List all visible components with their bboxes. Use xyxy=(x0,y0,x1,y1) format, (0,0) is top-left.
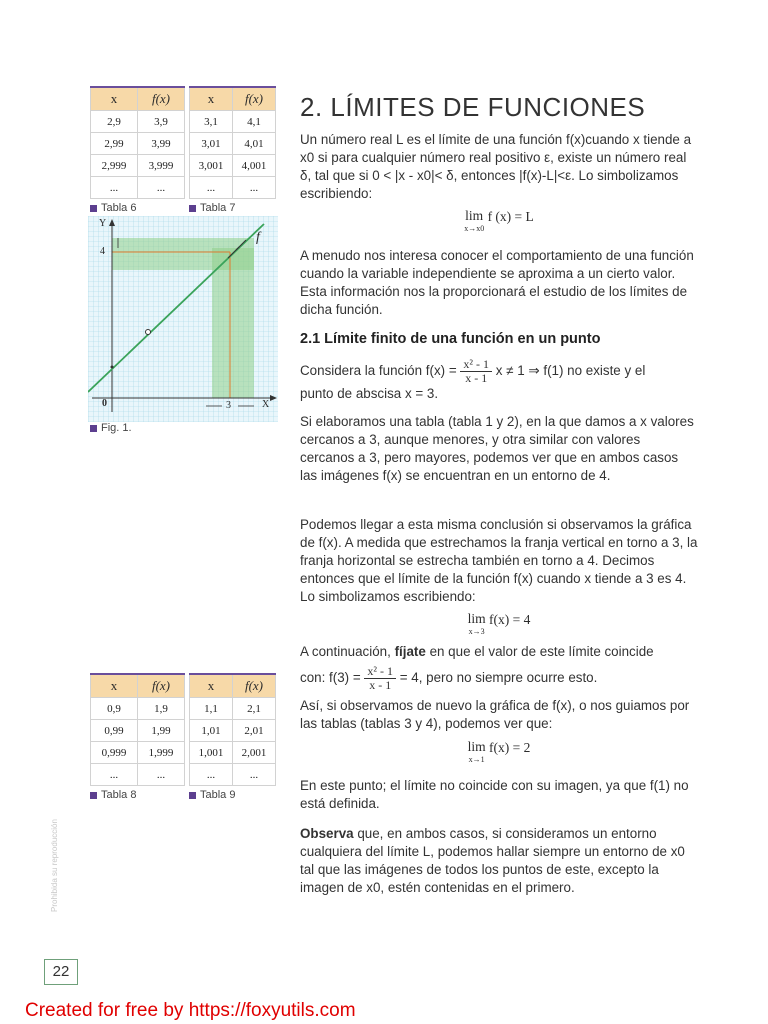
text-line xyxy=(300,665,698,692)
point-paragraph: En este punto; el límite no coincide con su imagen, ya que f(1) no está definida. xyxy=(300,778,689,811)
table-header-fx: f(x) xyxy=(233,674,276,698)
table-cell: 1,999 xyxy=(138,742,185,764)
table-cell: 3,9 xyxy=(138,111,185,133)
table-6 xyxy=(90,86,185,214)
fraction-numerator: x² - 1 xyxy=(460,358,492,372)
table-cell: 3,1 xyxy=(190,111,233,133)
table-cell: ... xyxy=(91,177,138,199)
y-intercept-point xyxy=(111,366,114,369)
table-row xyxy=(190,177,276,199)
text-span: en que el valor de este límite coincide xyxy=(429,644,654,659)
again-paragraph: Así, si observamos de nuevo la gráfica de f(x), o nos guiamos por las tablas (tablas 3 y 4), podemos ver que: xyxy=(300,698,690,731)
y-tick-label: 4 xyxy=(100,246,105,257)
tables-paragraph: Si elaboramos una tabla (tabla 1 y 2), en la que damos a x valores cercanos a 3, aunque menores, y otra similar con valores cercanos a 3, pero mayores, podemos ver que en ambos casos las imágenes f(x) se encuentran en un entorno de 4. xyxy=(300,414,694,483)
table-cell: 0,999 xyxy=(91,742,138,764)
table-8 xyxy=(90,673,185,801)
table-cell: 1,1 xyxy=(190,698,233,720)
table-cell: 4,01 xyxy=(233,133,276,155)
lim-subscript: x→3 xyxy=(468,627,485,636)
caption-text: Tabla 7 xyxy=(200,202,236,214)
table-row xyxy=(91,155,185,177)
caption-text: Tabla 9 xyxy=(200,789,236,801)
table-row xyxy=(190,111,276,133)
lim-subscript: x→1 xyxy=(468,755,485,764)
table-cell: ... xyxy=(233,764,276,786)
caption-marker-icon xyxy=(189,792,196,799)
limit-formula-2 xyxy=(300,612,698,638)
text-span: que, en ambos casos, si consideramos un entorno cualquiera del límite L, podemos hallar siempre un entorno de x0 tal que las imágenes de todos los puntos de este, excepto la imagen de x0, estén contenidas en el primero. xyxy=(300,826,685,895)
lim-operator: lim x→1 xyxy=(467,739,486,764)
table-row xyxy=(91,111,185,133)
text-line: punto de abscisa x = 3. xyxy=(300,386,439,401)
page-number: 22 xyxy=(44,959,78,985)
table-header-fx: f(x) xyxy=(138,87,185,111)
table-caption xyxy=(90,789,185,801)
copyright-side-note: Prohibida su reproducción xyxy=(50,819,59,912)
table-caption xyxy=(189,789,276,801)
hole-point xyxy=(146,330,151,335)
lim-operator: lim x→x0 xyxy=(464,208,485,233)
table-header-x: x xyxy=(91,87,138,111)
origin-label: 0 xyxy=(102,398,107,409)
text-span: = 4, pero no siempre ocurre esto. xyxy=(399,670,598,686)
x-tick-label: 3 xyxy=(226,400,231,411)
table-cell: 1,99 xyxy=(138,720,185,742)
table-cell: 3,99 xyxy=(138,133,185,155)
table-caption xyxy=(189,202,276,214)
table-cell: 2,99 xyxy=(91,133,138,155)
table-row xyxy=(91,764,185,786)
table-header-x: x xyxy=(190,87,233,111)
caption-text: Tabla 8 xyxy=(101,789,137,801)
table-cell: 2,999 xyxy=(91,155,138,177)
table-header-fx: f(x) xyxy=(138,674,185,698)
value-table xyxy=(90,86,185,199)
table-cell: 2,9 xyxy=(91,111,138,133)
table-cell: ... xyxy=(190,177,233,199)
table-cell: 2,001 xyxy=(233,742,276,764)
lim-expression: f (x) = L xyxy=(487,209,534,224)
vertical-band xyxy=(212,248,254,398)
figure-caption xyxy=(90,422,132,434)
table-header-x: x xyxy=(91,674,138,698)
section-title: 2. LÍMITES DE FUNCIONES xyxy=(300,92,646,122)
limit-formula-3 xyxy=(300,740,698,766)
caption-text: Fig. 1. xyxy=(101,422,132,434)
table-cell: 3,999 xyxy=(138,155,185,177)
table-cell: ... xyxy=(91,764,138,786)
table-cell: ... xyxy=(190,764,233,786)
graph-paragraph: Podemos llegar a esta misma conclusión si observamos la gráfica de f(x). A medida que estrechamos la franja vertical en torno a 3, la franja horizontal se estrecha también en torno a 4. Decimos entonces que el límite de la función f(x) cuando x tiende a 3 es 4. Lo simbolizamos escribiendo: xyxy=(300,517,698,604)
fraction xyxy=(364,665,396,692)
emphasis-text: fíjate xyxy=(394,644,426,659)
lim-expression: f(x) = 2 xyxy=(489,740,531,755)
graph xyxy=(88,216,278,422)
table-header-fx: f(x) xyxy=(233,87,276,111)
fraction-denominator: x - 1 xyxy=(465,371,488,385)
fraction-denominator: x - 1 xyxy=(369,678,392,692)
table-row xyxy=(91,133,185,155)
subsection-title: 2.1 Límite finito de una función en un punto xyxy=(300,331,601,347)
table-cell: ... xyxy=(138,177,185,199)
table-cell: 3,01 xyxy=(190,133,233,155)
intro-paragraph: A menudo nos interesa conocer el comportamiento de una función cuando la variable independiente se aproxima a un cierto valor. Esta información nos la proporcionará el estudio de los límites de dicha función. xyxy=(300,248,694,317)
table-cell: 0,99 xyxy=(91,720,138,742)
table-row xyxy=(190,698,276,720)
x-axis-label: X xyxy=(262,399,270,410)
text-span: A continuación, xyxy=(300,644,391,659)
table-7 xyxy=(189,86,276,214)
table-row xyxy=(190,155,276,177)
table-row xyxy=(190,720,276,742)
observe-paragraph xyxy=(300,825,698,897)
figure-1 xyxy=(88,216,278,422)
table-row xyxy=(190,742,276,764)
y-axis-label: Y xyxy=(99,218,107,229)
table-header-x: x xyxy=(190,674,233,698)
fraction xyxy=(460,358,492,385)
table-cell: ... xyxy=(138,764,185,786)
table-cell: 3,001 xyxy=(190,155,233,177)
table-row xyxy=(91,698,185,720)
footer-watermark: Created for free by https://foxyutils.com xyxy=(25,1000,356,1021)
table-9 xyxy=(189,673,276,801)
table-cell: ... xyxy=(233,177,276,199)
caption-marker-icon xyxy=(90,425,97,432)
table-row xyxy=(91,742,185,764)
lim-operator: lim x→3 xyxy=(467,611,486,636)
caption-marker-icon xyxy=(189,205,196,212)
limit-formula-1 xyxy=(300,209,698,235)
value-table xyxy=(189,673,276,786)
lim-expression: f(x) = 4 xyxy=(489,612,531,627)
note-paragraph xyxy=(300,643,698,692)
caption-text: Tabla 6 xyxy=(101,202,137,214)
table-cell: 1,9 xyxy=(138,698,185,720)
table-row xyxy=(190,133,276,155)
table-row xyxy=(190,764,276,786)
text-span: x ≠ 1 ⇒ f(1) no existe y el xyxy=(495,363,646,379)
table-caption xyxy=(90,202,185,214)
definition-paragraph: Un número real L es el límite de una función f(x)cuando x tiende a x0 si para cualquier número real positivo ε, existe un número real δ, tal que si 0 < |x - x0|< δ, entonces |f(x)-L|<ε. Lo simbolizamos escribiendo: xyxy=(300,132,692,201)
table-cell: 0,9 xyxy=(91,698,138,720)
caption-marker-icon xyxy=(90,792,97,799)
table-cell: 1,01 xyxy=(190,720,233,742)
table-cell: 2,1 xyxy=(233,698,276,720)
emphasis-text: Observa xyxy=(300,826,354,841)
text-span: Considera la función f(x) = xyxy=(300,363,457,379)
fraction-numerator: x² - 1 xyxy=(364,665,396,679)
function-label: f xyxy=(256,230,260,245)
table-row xyxy=(91,177,185,199)
table-cell: 4,001 xyxy=(233,155,276,177)
table-cell: 1,001 xyxy=(190,742,233,764)
function-paragraph xyxy=(300,358,698,403)
value-table xyxy=(90,673,185,786)
lim-subscript: x→x0 xyxy=(464,224,485,233)
caption-marker-icon xyxy=(90,205,97,212)
text-span: con: f(3) = xyxy=(300,670,361,686)
value-table xyxy=(189,86,276,199)
table-row xyxy=(91,720,185,742)
table-cell: 2,01 xyxy=(233,720,276,742)
table-cell: 4,1 xyxy=(233,111,276,133)
